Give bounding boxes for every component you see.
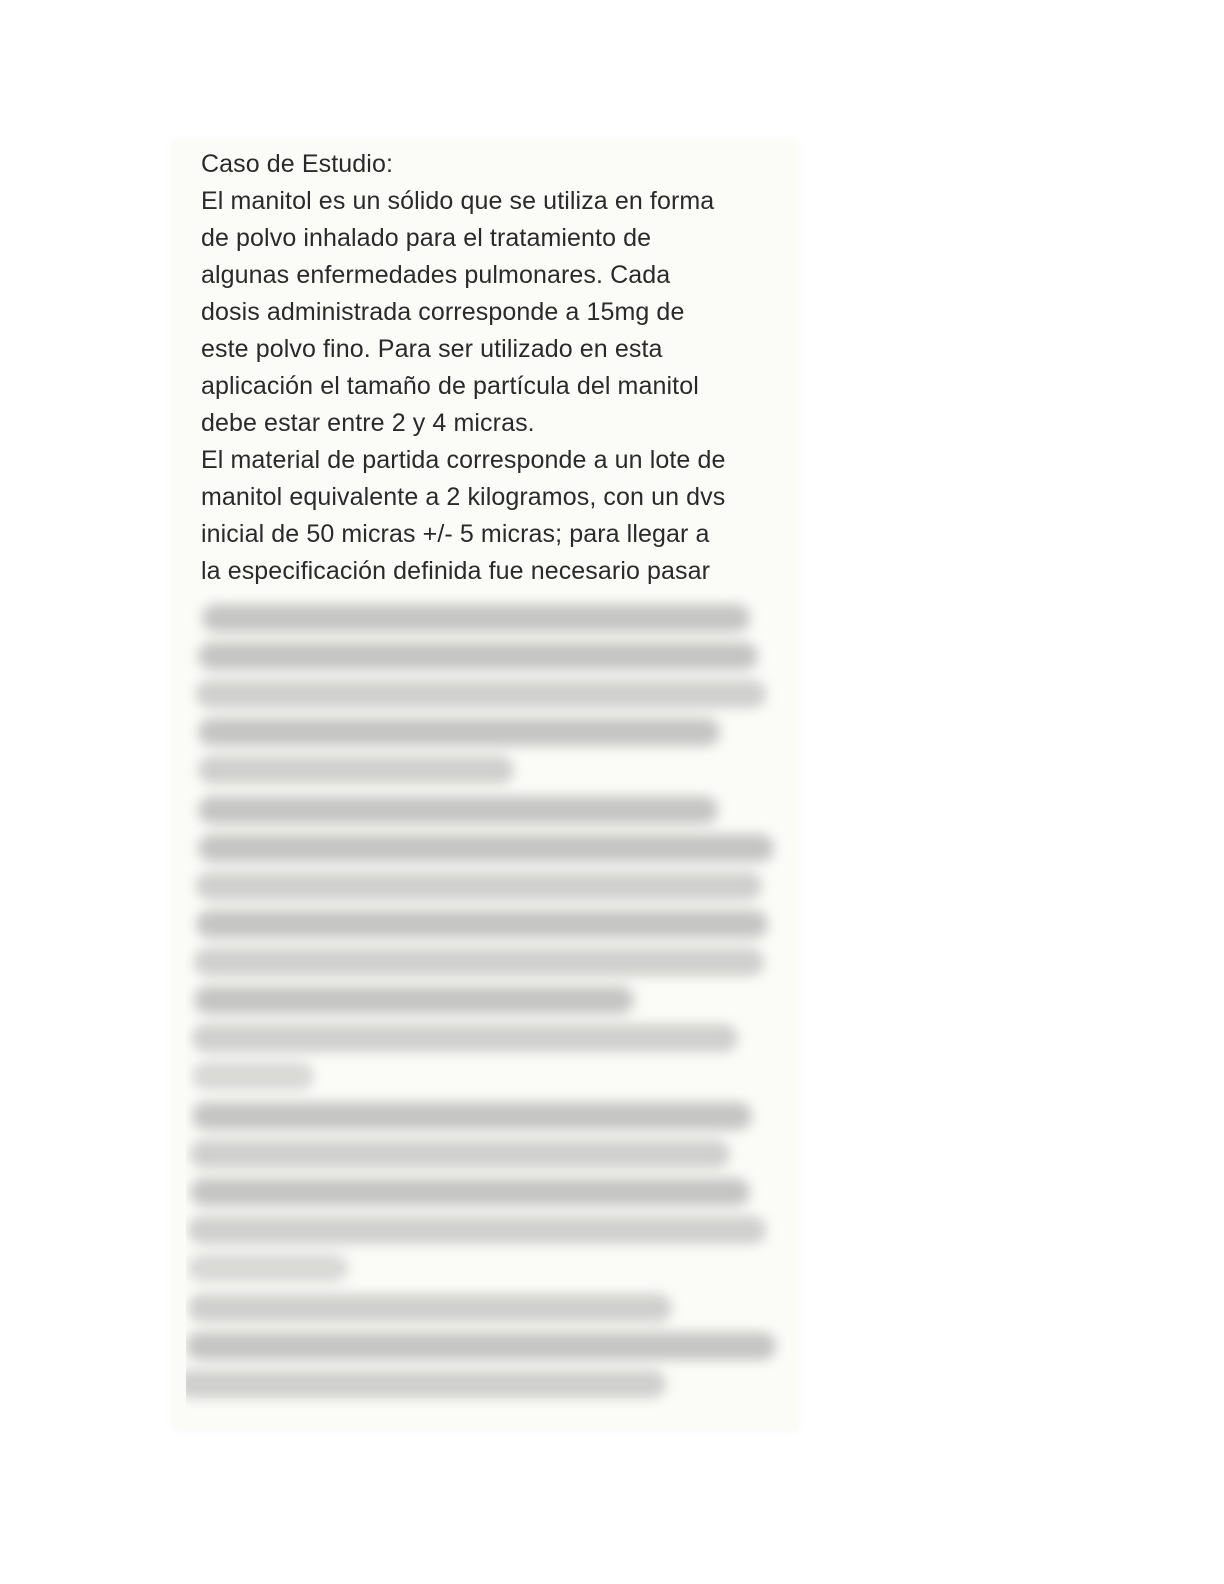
document-line: El material de partida corresponde a un lote de — [201, 446, 726, 474]
blurred-text-line — [198, 796, 718, 824]
blurred-text-line — [192, 1102, 752, 1130]
document-line: debe estar entre 2 y 4 micras. — [201, 409, 535, 437]
document-line: aplicación el tamaño de partícula del manitol — [201, 372, 699, 400]
blurred-text-area — [186, 594, 786, 1412]
document-line: El manitol es un sólido que se utiliza en forma — [201, 187, 715, 215]
blurred-text-line — [194, 986, 634, 1014]
document-line: la especificación definida fue necesario pasar — [201, 557, 711, 585]
blurred-text-line — [196, 910, 768, 938]
document-line: inicial de 50 micras +/- 5 micras; para llegar a — [201, 520, 710, 548]
document-line: algunas enfermedades pulmonares. Cada — [201, 261, 671, 289]
document-line: este polvo fino. Para ser utilizado en esta — [201, 335, 663, 363]
blurred-text-line — [186, 1370, 666, 1398]
document-text — [201, 146, 781, 590]
blurred-text-line — [192, 1024, 738, 1052]
blurred-text-line — [190, 1140, 730, 1168]
blurred-text-line — [192, 1062, 314, 1090]
blurred-text-line — [198, 756, 514, 784]
document-title: Caso de Estudio: — [201, 150, 393, 178]
document-line: de polvo inhalado para el tratamiento de — [201, 224, 652, 252]
blurred-text-line — [198, 642, 758, 670]
blurred-text-line — [196, 872, 762, 900]
blurred-text-line — [202, 604, 750, 632]
blurred-text-line — [194, 948, 764, 976]
blurred-text-line — [198, 834, 774, 862]
document-line: manitol equivalente a 2 kilogramos, con un dvs — [201, 483, 726, 511]
blurred-text-line — [188, 1216, 766, 1244]
blurred-text-line — [196, 680, 766, 708]
blurred-text-line — [186, 1332, 776, 1360]
blurred-text-line — [188, 1294, 672, 1322]
blurred-text-line — [190, 1178, 750, 1206]
blurred-text-line — [198, 718, 720, 746]
blurred-text-line — [188, 1254, 348, 1282]
document-line: dosis administrada corresponde a 15mg de — [201, 298, 685, 326]
